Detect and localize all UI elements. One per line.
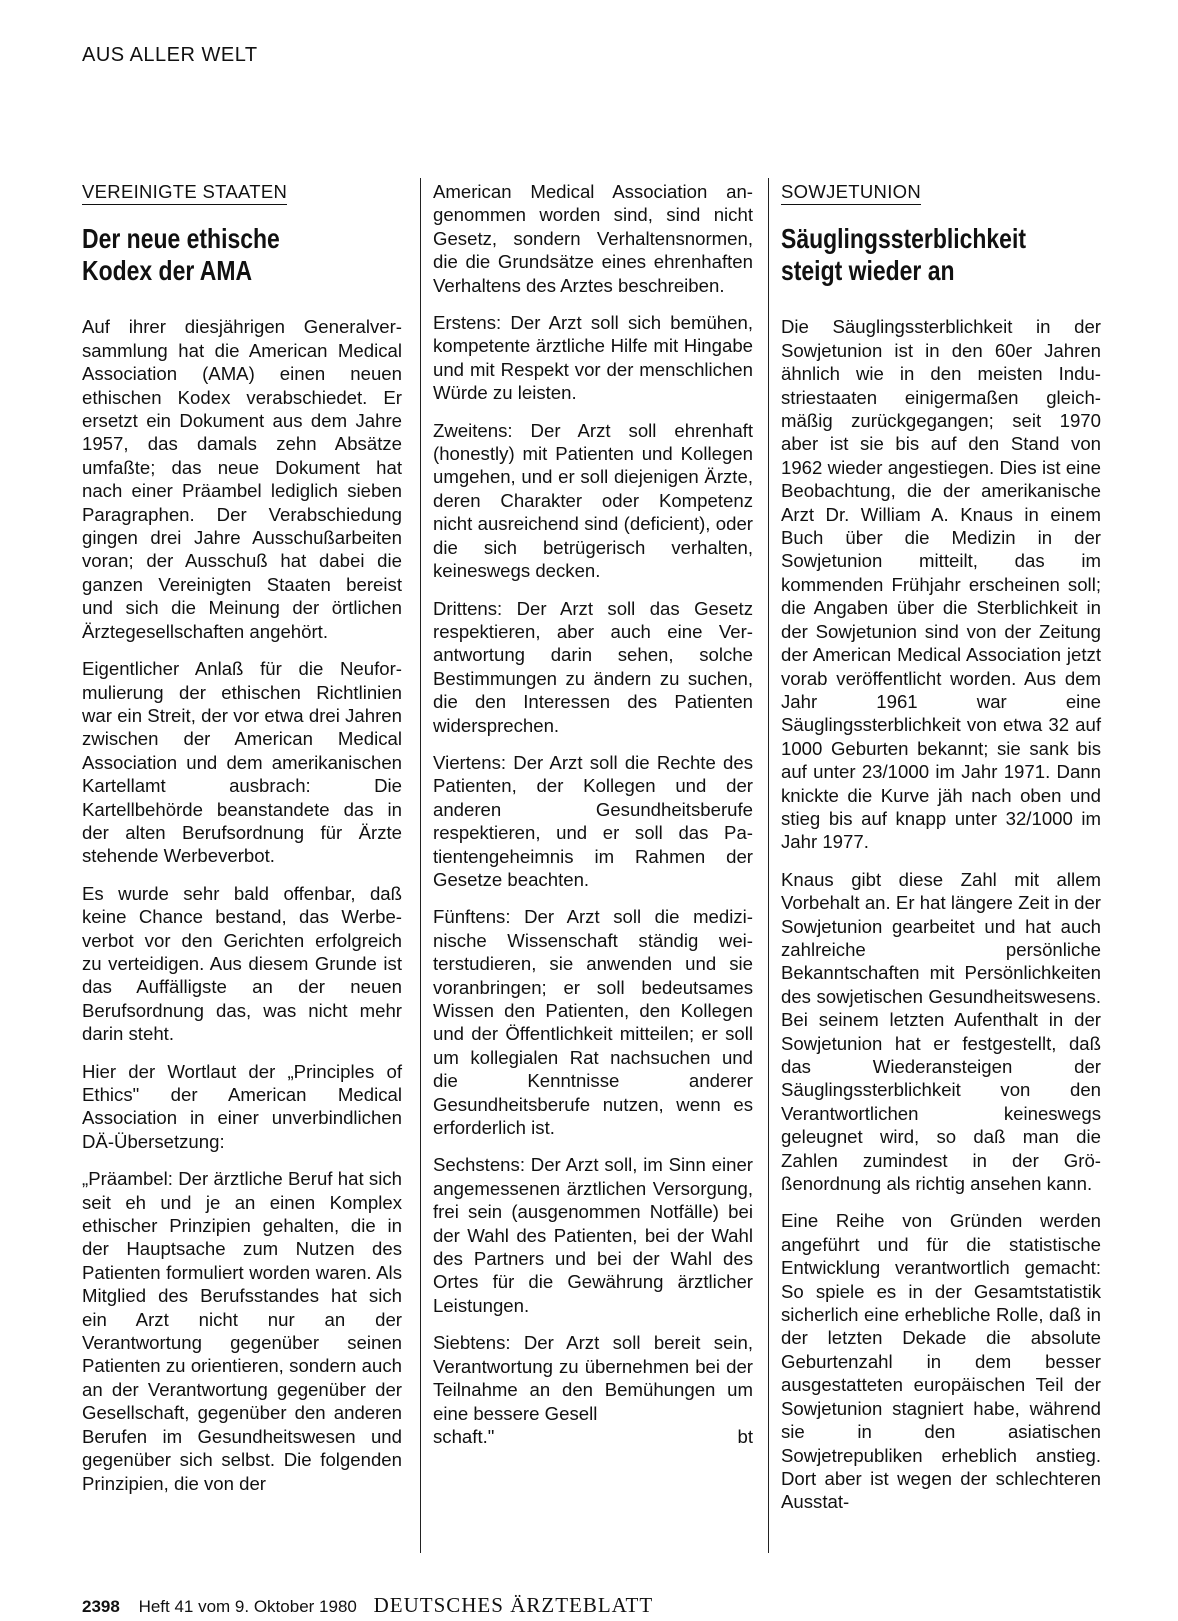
article1-last-line: schaft." xyxy=(433,1425,495,1447)
article1-paragraph: Es wurde sehr bald offenbar, daß keine Chance bestand, das Werbeverbot vor den Gerichten erfolgreich zu verteidigen. Aus diesem Grunde ist das Auffälligste an der neuen Berufsordnung das, was nicht mehr darin steht. xyxy=(82,882,402,1045)
article1-kicker: VEREINIGTE STAATEN xyxy=(82,180,287,205)
masthead: DEUTSCHES ÄRZTEBLATT xyxy=(373,1593,654,1617)
column-rule-left xyxy=(420,178,421,1553)
article1-paragraph: Erstens: Der Arzt soll sich bemühen, kompetente ärztliche Hilfe mit Hingabe und mit Respekt vor der menschlichen Würde zu leisten. xyxy=(433,312,753,404)
column-1 xyxy=(82,180,402,1509)
article2-paragraph: Die Säuglingssterblichkeit in der Sowjetunion ist in den 60er Jahren ähnlich wie in den meisten Industriestaaten einigermaßen gleichmäßig zurückgegangen; seit 1970 aber ist sie bis auf den Stand von 1962 wieder angestiegen. Dies ist eine Beobachtung, die der amerikanische Arzt Dr. William A. Knaus in einem Buch über die Medizin in der Sowjetunion mitteilt, das im kommenden Frühjahr erscheinen soll; die Angaben über die Sterblichkeit in der Sowjetunion sind von der Zeitung der American Medical Association jetzt vorab veröffentlicht worden. Aus dem Jahr 1961 war eine Säuglingssterblichkeit von etwa 32 auf 1000 Geburten bekannt; sie sank bis auf unter 23/1000 im Jahr 1971. Dann knickte die Kurve jäh nach oben und stieg bis auf knapp unter 32/1000 im Jahr 1977. xyxy=(781,316,1101,853)
article1-paragraph: Fünftens: Der Arzt soll die medizinische Wissenschaft ständig weiterstudieren, sie anwenden und sie voranbringen; er soll bedeutsames Wissen den Patienten, den Kollegen und der Öffentlichkeit mitteilen; er soll um kollegialen Rat nachsuchen und die Kenntnisse anderer Gesundheitsberufe nutzen, wenn es erforderlich ist. xyxy=(433,906,753,1139)
article2-headline: Säuglingssterblichkeit steigt wieder an xyxy=(781,223,1026,287)
article1-paragraph: Zweitens: Der Arzt soll ehrenhaft (honestly) mit Patienten und Kollegen umgehen, und er soll diejenigen Ärzte, deren Charakter oder Kompetenz nicht ausreichend sind (deficient), oder die sich betrügerisch verhalten, keineswegs decken. xyxy=(433,419,753,582)
article1-paragraph: Auf ihrer diesjährigen Generalversammlung hat die American Medical Association (AMA) einen neuen ethischen Kodex verabschiedet. Er ersetzt ein Dokument aus dem Jahre 1957, das damals zehn Absätze umfaßte; das neue Dokument hat nach einer Präambel lediglich sieben Paragraphen. Der Verabschiedung gingen drei Jahre Ausschußarbeiten voran; der Ausschuß hat dabei die ganzen Vereinigten Staaten bereist und sich die Meinung der örtlichen Ärztegesellschaften angehört. xyxy=(82,316,402,642)
article1-paragraph: Hier der Wortlaut der „Principles of Ethics" der American Medical Association in einer unverbindlichen DÄ-Übersetzung: xyxy=(82,1060,402,1152)
article1-signature: bt xyxy=(737,1425,753,1447)
article1-headline: Der neue ethische Kodex der AMA xyxy=(82,223,280,287)
article1-paragraph: Viertens: Der Arzt soll die Rechte des Patienten, der Kollegen und der anderen Gesundheitsberufe respektieren, und er soll das Patientengeheimnis im Rahmen der Gesetze beachten. xyxy=(433,751,753,890)
article1-closing-line xyxy=(433,1425,753,1448)
article1-paragraph: Eigentlicher Anlaß für die Neuformulierung der ethischen Richtlinien war ein Streit, der vor etwa drei Jahren zwischen der American Medical Association und dem amerikanischen Kartellamt ausbrach: Die Kartellbehörde beanstandete das in der alten Berufsordnung für Ärzte stehende Werbeverbot. xyxy=(82,658,402,867)
section-heading: AUS ALLER WELT xyxy=(82,44,258,66)
column-2 xyxy=(433,180,753,1448)
article1-paragraph: American Medical Association angenommen worden sind, sind nicht Gesetz, sondern Verhaltensnormen, die die Grundsätze eines ehrenhaften Verhaltens des Arztes beschreiben. xyxy=(433,181,753,296)
column-rule-right xyxy=(768,178,769,1553)
page-footer xyxy=(82,1593,653,1618)
article1-paragraph: Sechstens: Der Arzt soll, im Sinn einer angemessenen ärztlichen Versorgung, frei sein (ausgenommen Notfälle) bei der Wahl des Patienten, bei der Wahl des Partners und bei der Wahl des Ortes für die Gewährung ärztlicher Leistungen. xyxy=(433,1154,753,1316)
article2-paragraph: Knaus gibt diese Zahl mit allem Vorbehalt an. Er hat längere Zeit in der Sowjetunion gearbeitet und hat auch zahlreiche persönliche Bekanntschaften mit Persönlichkeiten des sowjetischen Gesundheitswesens. Bei seinem letzten Aufenthalt in der Sowjetunion hat er festgestellt, daß das Wiederansteigen der Säuglingssterblichkeit von den Verantwortlichen keineswegs geleugnet wird, so daß man die Zahlen zumindest in der Größenordnung als richtig ansehen kann. xyxy=(781,868,1101,1195)
article1-paragraph: Drittens: Der Arzt soll das Gesetz respektieren, aber auch eine Verantwortung darin sehen, solche Bestimmungen zu ändern zu suchen, die den Interessen des Patienten widersprechen. xyxy=(433,597,753,736)
article2-paragraph: Eine Reihe von Gründen werden angeführt und für die statistische Entwicklung verantwortlich gemacht: So spiele es in der Gesamtstatistik sicherlich eine erhebliche Rolle, daß in der letzten Dekade die absolute Geburtenzahl in dem besser ausgestatteten europäischen Teil der Sowjetunion stagniert habe, während sie in den asiatischen Sowjetrepubliken erheblich anstieg. Dort aber ist wegen der schlechteren Ausstat- xyxy=(781,1210,1101,1513)
page-number: 2398 xyxy=(82,1597,120,1616)
column-3 xyxy=(781,180,1101,1528)
article2-kicker: SOWJETUNION xyxy=(781,180,921,205)
issue-info: Heft 41 vom 9. Oktober 1980 xyxy=(138,1597,357,1616)
article1-paragraph: „Präambel: Der ärztliche Beruf hat sich seit eh und je an einen Komplex ethischer Prinzipien gehalten, die in der Hauptsache zum Nutzen des Patienten formuliert worden waren. Als Mitglied des Berufsstandes hat sich ein Arzt nicht nur an der Verantwortung gegenüber seinen Patienten zu orientieren, sondern auch an der Verantwortung gegenüber der Gesellschaft, gegenüber den anderen Berufen im Gesundheitswesen und gegenüber sich selbst. Die folgenden Prinzipien, die von der xyxy=(82,1168,402,1494)
article1-paragraph: Siebtens: Der Arzt soll bereit sein, Verantwortung zu übernehmen bei der Teilnahme an den Bemühungen um eine bessere Gesell xyxy=(433,1332,753,1424)
